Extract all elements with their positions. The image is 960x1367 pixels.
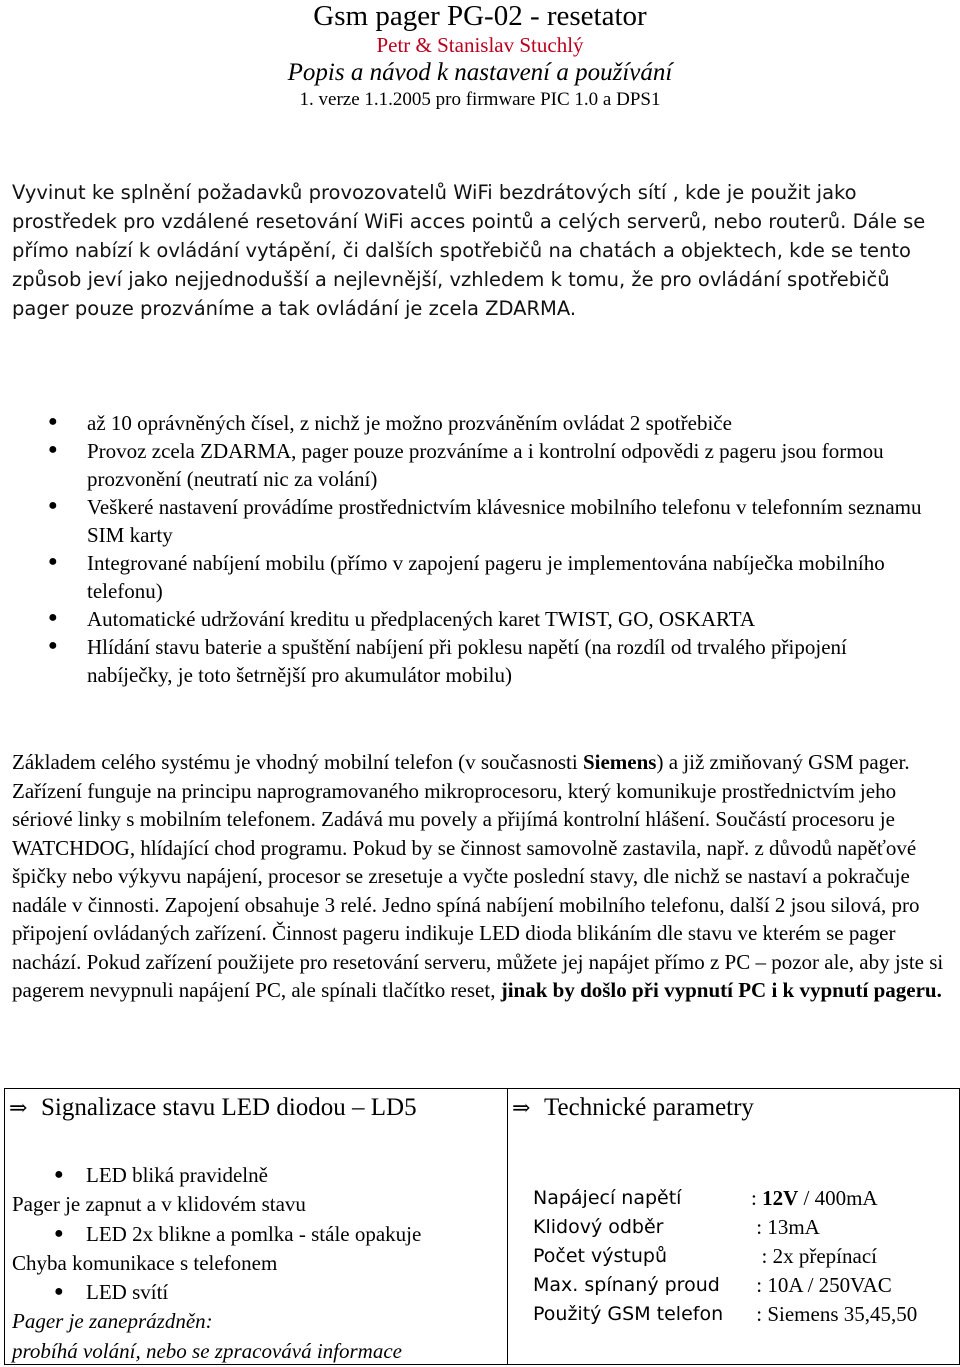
document-subtitle: Popis a návod k nastavení a používání [287,59,673,86]
param-label: Použitý GSM telefon [533,1303,724,1325]
feature-item [0,437,937,493]
param-value: 13mA [767,1215,820,1239]
bullet-icon: ● [54,1166,64,1183]
tech-params-box [508,1088,960,1365]
param-label: Klidový odběr [533,1216,664,1238]
description-text: Základem celého systému je vhodný mobilní telefon (v současnosti [12,750,583,774]
led-section-heading [5,1089,507,1131]
led-heading-text: Signalizace stavu LED diodou – LD5 [41,1094,417,1121]
param-separator: : [751,1244,773,1268]
authors: Petr & Stanislav Stuchlý [376,33,584,57]
feature-item [0,633,937,689]
bullet-icon: ● [54,1224,64,1242]
description-paragraph [12,748,952,1005]
tech-heading-text: Technické parametry [544,1094,754,1121]
led-state-desc: Pager je zaneprázdněn: [12,1309,213,1334]
bullet-icon: ● [48,553,58,570]
feature-item [0,605,937,633]
param-value-bold: 12V [762,1186,799,1210]
feature-text: Integrované nabíjení mobilu (přímo v zapojení pageru je implementována nabíječka mobilního telefonu) [87,551,885,603]
feature-item [0,493,937,549]
arrow-right-icon: ⇒ [512,1095,531,1120]
param-row [533,1271,953,1300]
param-label: Napájecí napětí [533,1187,682,1209]
bullet-icon: ● [54,1283,64,1301]
led-state-desc: Chyba komunikace s telefonem [12,1250,278,1275]
led-state-list [12,1161,421,1366]
param-row [533,1184,953,1213]
feature-item [0,409,937,437]
feature-text: Automatické udržování kreditu u předplacených karet TWIST, GO, OSKARTA [87,607,756,631]
description-bold-brand: Siemens [582,750,657,774]
param-value: / 400mA [798,1186,878,1210]
param-row [533,1213,953,1242]
led-state-item [12,1161,421,1190]
feature-text: až 10 oprávněných čísel, z nichž je možno prozváněním ovládat 2 spotřebiče [87,411,732,435]
document-header [0,0,960,111]
led-state-item [12,1278,421,1307]
intro-paragraph: Vyvinut ke splnění požadavků provozovatelů WiFi bezdrátových sítí , kde je použit jako prostředek pro vzdálené resetování WiFi acces pointů a celých serverů, nebo routerů. Dále se přímo nabízí k ovládání vytápění, či dalších spotřebičů na chatách a objektech, kde se tento způsob jeví jako nejjednodušší a nejlevnější, vzhledem k tomu, že pro ovládání spotřebičů pager pouze prozváníme a tak ovládání je zcela ZDARMA. [12,181,926,320]
param-value: Siemens 35,45,50 [767,1302,918,1326]
param-row [533,1242,953,1271]
led-state-label: LED bliká pravidelně [86,1163,268,1187]
param-value: 10A / 250VAC [767,1273,892,1297]
document-title: Gsm pager PG-02 - resetator [313,0,647,32]
led-state-desc: Pager je zapnut a v klidovém stavu [12,1192,306,1217]
param-label: Max. spínaný proud [533,1274,720,1296]
bullet-icon: ● [48,609,58,626]
param-row [533,1300,953,1329]
feature-text: Provoz zcela ZDARMA, pager pouze prozváníme a i kontrolní odpovědi z pageru jsou formou prozvonění (neutratí nic za volání) [87,439,884,491]
bullet-icon: ● [48,497,58,514]
bullet-icon: ● [48,441,58,458]
param-value: 2x přepínací [772,1244,877,1268]
param-separator: : [751,1273,768,1297]
arrow-right-icon: ⇒ [9,1095,28,1120]
param-separator: : [751,1215,768,1239]
version-line: 1. verze 1.1.2005 pro firmware PIC 1.0 a DPS1 [299,89,661,110]
tech-section-heading [508,1089,959,1131]
feature-text: Hlídání stavu baterie a spuštění nabíjení při poklesu napětí (na rozdíl od trvalého připojení nabíječky, je toto šetrnější pro akumulátor mobilu) [87,635,847,687]
led-state-label: LED 2x blikne a pomlka - stále opakuje [86,1221,422,1246]
description-text: ) a již zmiňovaný GSM pager. Zařízení funguje na principu naprogramovaného mikroprocesoru, který komunikuje prostřednictvím jeho sériové linky s mobilním telefonem. Zadává mu povely a přijímá kontrolní hlášení. Součástí procesoru je WATCHDOG, hlídající chod programu. Pokud by se činnost samovolně zastavila, např. z důvodů napěťové špičky nebo výkyvu napájení, procesor se zresetuje a vyčte poslední stavy, dle nichž se nastaví a pokračuje nadále v činnosti. Zapojení obsahuje 3 relé. Jedno spíná nabíjení mobilního telefonu, další 2 jsou silová, pro připojení ovládaných zařízení. Činnost pageru indikuje LED dioda blikáním dle stavu ve kterém se pager nachází. Pokud zařízení použijete pro resetování serveru, můžete jej napájet přímo z PC – pozor ale, aby jste si pagerem nevypnuli napájení PC, ale spínali tlačítko reset, [12,750,944,1002]
param-label: Počet výstupů [533,1245,668,1267]
param-separator: : [751,1302,768,1326]
bullet-icon: ● [48,413,58,430]
led-state-item [12,1220,421,1249]
feature-text: Veškeré nastavení provádíme prostřednictvím klávesnice mobilního telefonu v telefonním seznamu SIM karty [87,495,922,547]
param-separator: : [751,1186,763,1210]
led-signal-box [4,1088,508,1365]
description-bold-warning: jinak by došlo při vypnutí PC i k vypnutí pageru. [500,978,942,1002]
led-state-desc: probíhá volání, nebo se zpracovává informace [12,1338,402,1363]
tech-params-list [533,1184,953,1329]
bullet-icon: ● [48,637,58,654]
led-state-label: LED svítí [86,1280,169,1305]
feature-list [0,409,960,689]
feature-item [0,549,937,605]
